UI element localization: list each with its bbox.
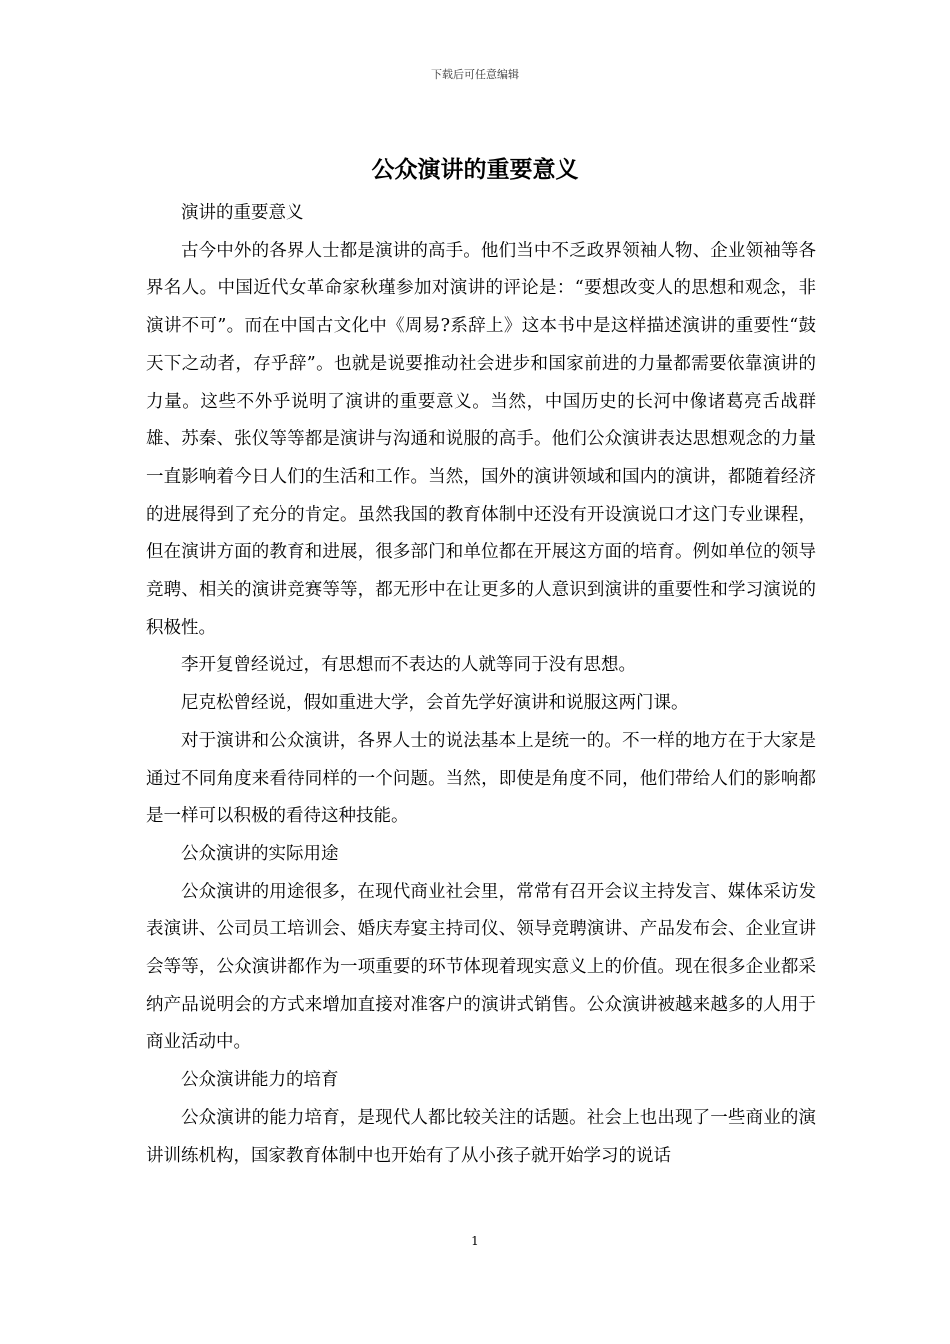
body-paragraph: 李开复曾经说过，有思想而不表达的人就等同于没有思想。: [181, 655, 636, 676]
document-body: [146, 195, 816, 1175]
page-number: 1: [471, 1234, 479, 1248]
body-paragraph: 公众演讲的用途很多，在现代商业社会里，常常有召开会议主持发言、媒体采访发表演讲、公司员工培训会、婚庆寿宴主持司仪、领导竞聘演讲、产品发布会、企业宣讲会等等，公众演讲都作为一项重要的环节体现着现实意义上的价值。现在很多企业都采纳产品说明会的方式来增加直接对准客户的演讲式销售。公众演讲被越来越多的人用于商业活动中。: [146, 881, 816, 1053]
section-heading: 公众演讲能力的培育: [181, 1070, 339, 1091]
section-heading: 公众演讲的实际用途: [181, 843, 339, 864]
body-paragraph: 公众演讲的能力培育，是现代人都比较关注的话题。社会上也出现了一些商业的演讲训练机构，国家教育体制中也开始有了从小孩子就开始学习的说话: [146, 1107, 816, 1166]
body-paragraph: 尼克松曾经说，假如重进大学，会首先学好演讲和说服这两门课。: [181, 693, 689, 714]
page-header: 下载后可任意编辑: [431, 68, 519, 81]
body-paragraph: 古今中外的各界人士都是演讲的高手。他们当中不乏政界领袖人物、企业领袖等各界名人。中国近代女革命家秋瑾参加对演讲的评论是：“要想改变人的思想和观念，非演讲不可”。而在中国古文化中《周易?系辞上》这本书中是这样描述演讲的重要性“鼓天下之动者，存乎辞”。也就是说要推动社会进步和国家前进的力量都需要依靠演讲的力量。这些不外乎说明了演讲的重要意义。当然，中国历史的长河中像诸葛亮舌战群雄、苏秦、张仪等等都是演讲与沟通和说服的高手。他们公众演讲表达思想观念的力量一直影响着今日人们的生活和工作。当然，国外的演讲领域和国内的演讲，都随着经济的进展得到了充分的肯定。虽然我国的教育体制中还没有开设演说口才这门专业课程，但在演讲方面的教育和进展，很多部门和单位都在开展这方面的培育。例如单位的领导竞聘、相关的演讲竞赛等等，都无形中在让更多的人意识到演讲的重要性和学习演说的积极性。: [146, 240, 816, 638]
document-title: 公众演讲的重要意义: [371, 156, 579, 183]
section-heading: 演讲的重要意义: [181, 203, 304, 223]
body-paragraph: 对于演讲和公众演讲，各界人士的说法基本上是统一的。不一样的地方在于大家是通过不同角度来看待同样的一个问题。当然，即使是角度不同，他们带给人们的影响都是一样可以积极的看待这种技能。: [146, 730, 816, 827]
